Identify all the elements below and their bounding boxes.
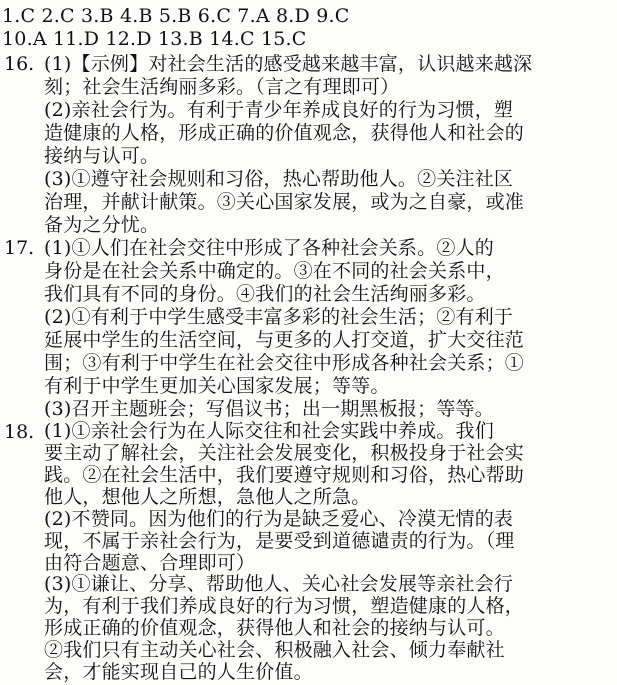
q16-line: 刻；社会生活绚丽多彩。（言之有理即可） (44, 76, 400, 98)
q16-line: 治理，并献计献策。③关心国家发展，或为之自豪，或准 (44, 191, 525, 213)
q18-line: 要主动了解社会，关注社会发展变化，积极投身于社会实 (44, 441, 525, 464)
q16-line: 造健康的人格，形成正确的价值观念，获得他人和社会的 (44, 122, 525, 144)
q17-line: 身份是在社会关系中确定的。③在不同的社会关系中， (44, 260, 505, 282)
q17-line: (1)①人们在社会交往中形成了各种社会关系。②人的 (44, 237, 494, 259)
q17-line: 延展中学生的生活空间，与更多的人打交道，扩大交往范 (44, 329, 525, 351)
q18-line: 形成正确的价值观念，获得他人和社会的接纳与认可。 (44, 617, 505, 640)
question-number-17: 17. (4, 237, 35, 259)
q18-line: (3)①谦让、分享、帮助他人、关心社会发展等亲社会行 (44, 573, 514, 596)
q18-line: 践。②在社会生活中，我们要遵守规则和习俗，热心帮助 (44, 463, 525, 486)
q16-line: 接纳与认可。 (44, 145, 160, 167)
q18-line: 由符合题意、合理即可） (44, 551, 256, 574)
q17-line: (3)召开主题班会；写倡议书；出一期黑板报；等等。 (44, 398, 494, 420)
q18-line: (1)①亲社会行为在人际交往和社会实践中养成。我们 (44, 420, 494, 442)
q18-line: 为，有利于我们养成良好的行为习惯，塑造健康的人格， (44, 595, 525, 618)
q18-line: 他人，想他人之所想，急他人之所急。 (44, 485, 371, 508)
q17-line: (2)①有利于中学生感受丰富多彩的社会生活；②有利于 (44, 306, 514, 328)
q18-line: (2)不赞同。因为他们的行为是缺乏爱心、冷漠无情的表 (44, 507, 514, 530)
q18-line: 现，不属于亲社会行为，是要受到道德谴责的行为。（理 (44, 529, 515, 552)
q16-line: (3)①遵守社会规则和习俗，热心帮助他人。②关注社区 (44, 168, 514, 190)
answers-row-1: 1.C 2.C 3.B 4.B 5.B 6.C 7.A 8.D 9.C (2, 5, 350, 27)
q16-line: 备为之分忧。 (44, 214, 160, 236)
question-number-16: 16. (4, 53, 35, 75)
q17-line: 有利于中学生更加关心国家发展；等等。 (44, 375, 390, 397)
answers-row-2: 10.A 11.D 12.D 13.B 14.C 15.C (2, 28, 307, 50)
q18-line: ②我们只有主动关心社会、积极融入社会、倾力奉献社 (44, 639, 505, 662)
q17-line: 我们具有不同的身份。④我们的社会生活绚丽多彩。 (44, 283, 486, 305)
q18-line: 会，才能实现自己的人生价值。 (44, 661, 313, 683)
q16-line: (1)【示例】对社会生活的感受越来越丰富，认识越来越深 (44, 53, 533, 75)
question-number-18: 18. (4, 421, 35, 443)
q16-line: (2)亲社会行为。有利于青少年养成良好的行为习惯，塑 (44, 99, 514, 121)
q17-line: 围；③有利于中学生在社会交往中形成各种社会关系；① (44, 352, 525, 374)
